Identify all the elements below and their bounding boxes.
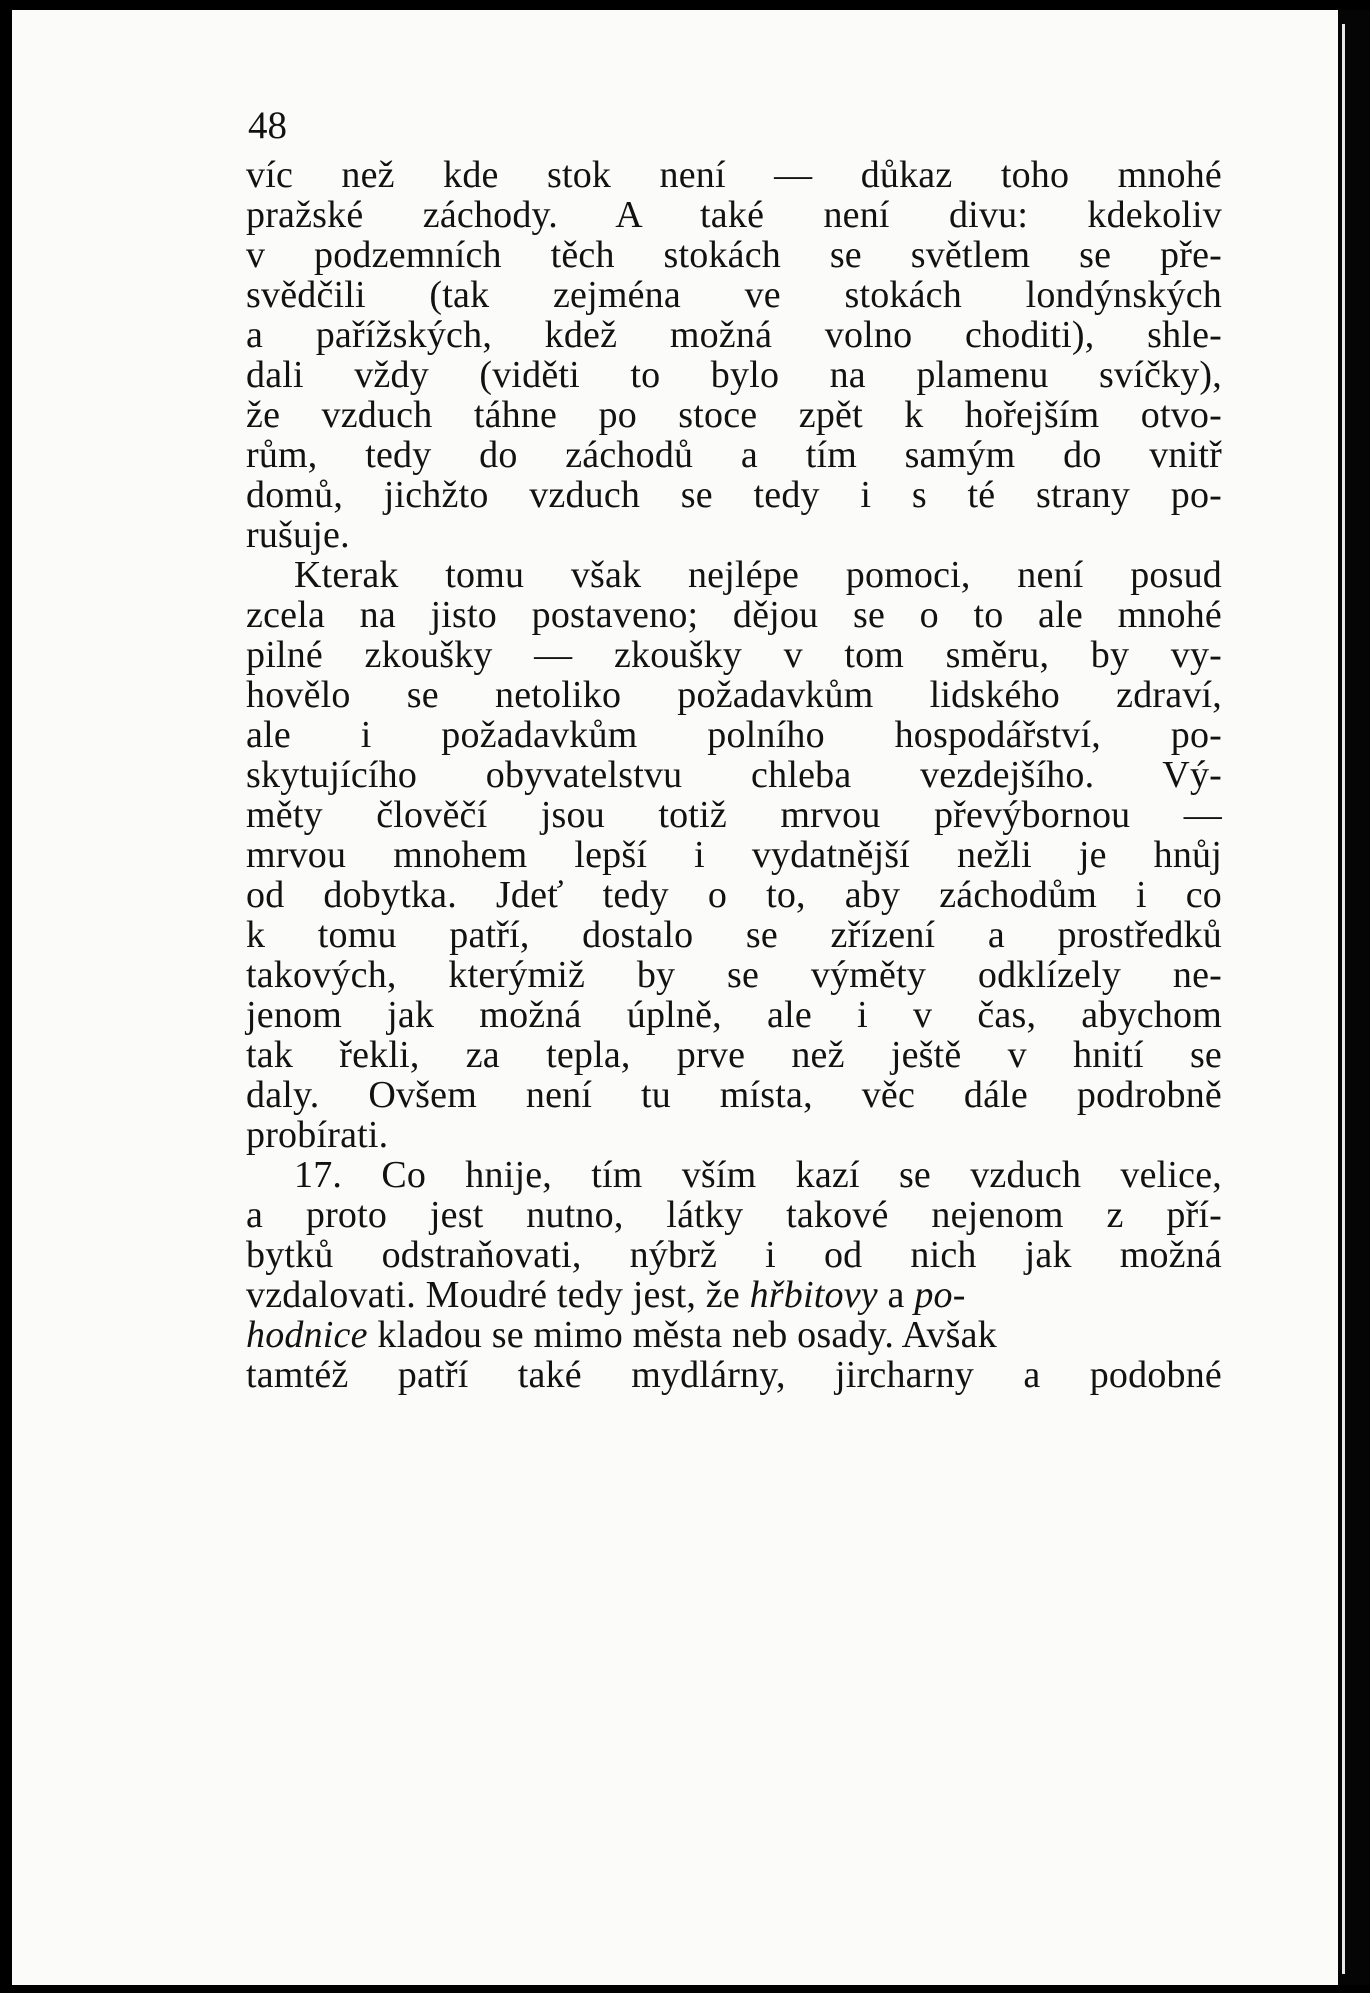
text-line-27: a proto jest nutno, látky takové nejenom z pří- <box>246 1194 1222 1236</box>
text-line-14: hovělo se netoliko požadavkům lidského zdraví, <box>246 674 1222 716</box>
text-line-23: tak řekli, za tepla, prve než ještě v hnití se <box>246 1034 1222 1076</box>
text-line-15: ale i požadavkům polního hospodářství, po- <box>246 714 1222 756</box>
text-line-11: Kterak tomu však nejlépe pomoci, není posud <box>294 554 1222 596</box>
text-line-4: svědčili (tak zejména ve stokách londýnských <box>246 274 1222 316</box>
text-line-29-start: vzdalovati. Moudré tedy jest, že <box>246 1274 750 1316</box>
italic-word-hodnice: hodnice <box>246 1314 368 1356</box>
text-line-9: domů, jichžto vzduch se tedy i s té strany po- <box>246 474 1222 516</box>
text-line-24: daly. Ovšem není tu místa, věc dále podrobně <box>246 1074 1222 1116</box>
text-line-28: bytků odstraňovati, nýbrž i od nich jak možná <box>246 1234 1222 1276</box>
text-line-29-conjunction: a <box>877 1274 915 1316</box>
text-line-21: takových, kterýmiž by se výměty odklízely ne- <box>246 954 1222 996</box>
text-line-16: skytujícího obyvatelstvu chleba vezdejšího. Vý- <box>246 754 1222 796</box>
text-line-13: pilné zkoušky — zkoušky v tom směru, by vy- <box>246 634 1222 676</box>
text-line-18: mrvou mnohem lepší i vydatnější nežli je hnůj <box>246 834 1222 876</box>
text-line-22: jenom jak možná úplně, ale i v čas, abychom <box>246 994 1222 1036</box>
text-line-6: dali vždy (viděti to bylo na plamenu svíčky), <box>246 354 1222 396</box>
italic-word-po: po- <box>914 1274 966 1316</box>
text-line-12: zcela na jisto postaveno; dějou se o to ale mnohé <box>246 594 1222 636</box>
text-line-31: tamtéž patří také mydlárny, jircharny a podobné <box>246 1354 1222 1396</box>
text-line-7: že vzduch táhne po stoce zpět k hořejším otvo- <box>246 394 1222 436</box>
scan-edge-line <box>1342 24 1345 1974</box>
text-line-30-rest: kladou se mimo města neb osady. Avšak <box>367 1314 997 1356</box>
text-line-1: víc než kde stok není — důkaz toho mnohé <box>246 154 1222 196</box>
page-number: 48 <box>248 104 287 147</box>
text-line-25: probírati. <box>246 1114 389 1156</box>
italic-word-hrbitovy: hřbitovy <box>749 1274 878 1316</box>
text-line-5: a pařížských, kdež možná volno choditi), shle- <box>246 314 1222 356</box>
text-line-26: 17. Co hnije, tím vším kazí se vzduch velice, <box>294 1154 1222 1196</box>
text-line-8: rům, tedy do záchodů a tím samým do vnitř <box>246 434 1222 476</box>
text-line-19: od dobytka. Jdeť tedy o to, aby záchodům i co <box>246 874 1222 916</box>
text-line-2: pražské záchody. A také není divu: kdekoliv <box>246 194 1222 236</box>
text-line-10: rušuje. <box>246 514 350 556</box>
text-line-17: měty člověčí jsou totiž mrvou převýbornou — <box>246 794 1222 836</box>
text-line-20: k tomu patří, dostalo se zřízení a prostředků <box>246 914 1222 956</box>
text-line-3: v podzemních těch stokách se světlem se pře- <box>246 234 1222 276</box>
